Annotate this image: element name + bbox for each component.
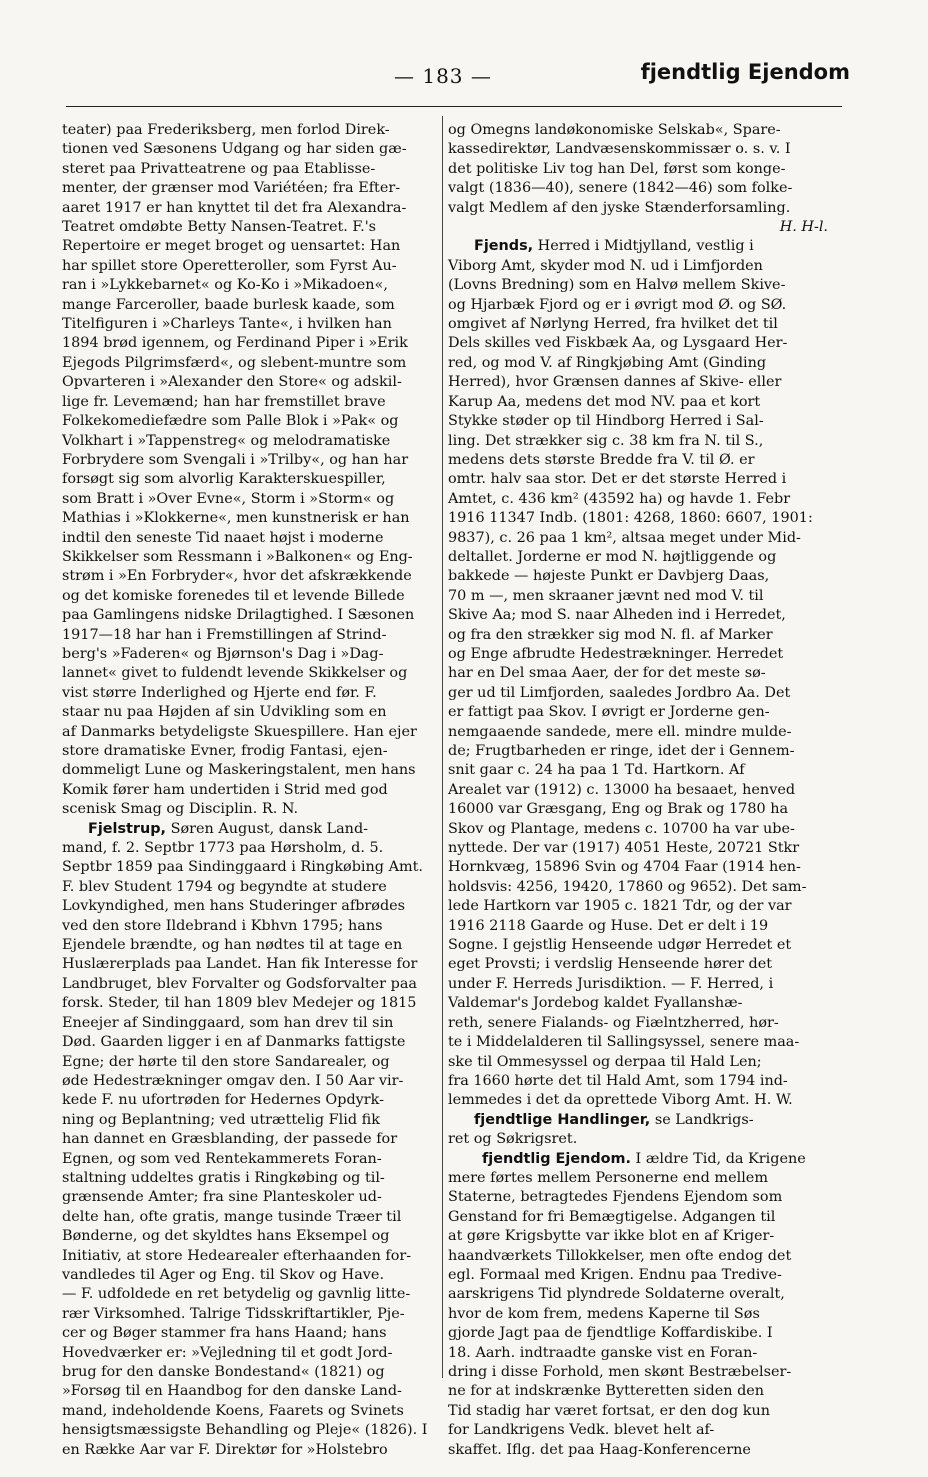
text-line	[62, 684, 440, 703]
text-line	[62, 1402, 440, 1421]
line-text: Arealet var (1912) c. 13000 ha besaaet, henved	[448, 781, 796, 798]
line-text: hensigtsmæssigste Behandling og Pleje« (1826). I	[62, 1422, 428, 1439]
line-text: reth, senere Fialands- og Fiælntzherred, hør-	[448, 1014, 779, 1031]
text-line	[62, 1305, 440, 1324]
text-line	[448, 1208, 828, 1227]
text-line	[62, 664, 440, 683]
entry-headword: fjendtlige Handlinger,	[474, 1111, 651, 1128]
text-line	[448, 897, 828, 916]
right-column	[448, 121, 828, 1460]
line-text: dommeligt Lune og Maskeringstalent, men hans	[62, 762, 416, 779]
text-line	[62, 1072, 440, 1091]
text-line	[448, 257, 828, 276]
line-text: forsk. Steder, til han 1809 blev Medejer og 1815	[62, 995, 417, 1012]
text-line	[62, 121, 440, 140]
text-line	[448, 1363, 828, 1382]
text-line	[62, 199, 440, 218]
text-line	[448, 276, 828, 295]
line-text: strøm i »En Forbryder«, hvor det afskrækkende	[62, 568, 412, 585]
line-text: ger ud til Limfjorden, saaledes Jordbro Aa. Det	[448, 684, 791, 701]
line-text: han dannet en Græsblanding, der passede for	[62, 1131, 398, 1148]
text-line	[448, 703, 828, 722]
text-line	[448, 1227, 828, 1246]
text-line	[62, 218, 440, 237]
line-text: Stykke støder op til Hindborg Herred i Sal-	[448, 413, 764, 430]
text-line	[62, 606, 440, 625]
line-text: fra 1660 hørte det til Hald Amt, som 1794 ind-	[448, 1072, 788, 1089]
column-divider	[442, 116, 443, 1378]
line-text: cer og Bøger stammer fra hans Haand; hans	[62, 1325, 387, 1342]
line-text: 9837), c. 26 paa 1 km², altsaa meget under Mid-	[448, 529, 801, 546]
line-text: Skive Aa; mod S. naar Alheden ind i Herredet,	[448, 607, 786, 624]
line-text: deltallet. Jorderne er mod N. højtliggende og	[448, 548, 777, 565]
text-line	[448, 1402, 828, 1421]
text-line	[62, 820, 440, 839]
line-text: H. H-l.	[779, 219, 828, 236]
text-line	[448, 529, 828, 548]
line-text: 1894 brød igennem, og Ferdinand Piper i »Erik	[62, 335, 408, 352]
line-text: menter, der grænser mod Variétéen; fra Efter-	[62, 180, 401, 197]
line-text: ling. Det strækker sig c. 38 km fra N. til S.,	[448, 432, 764, 449]
text-line	[62, 412, 440, 431]
text-line	[448, 432, 828, 451]
line-text: af Danmarks betydeligste Skuespillere. Han ejer	[62, 723, 417, 740]
text-line	[448, 1382, 828, 1401]
line-text: Folkekomediefædre som Palle Blok i »Pak« og	[62, 413, 399, 430]
line-text: Ejendele brændte, og han nødtes til at tage en	[62, 937, 403, 954]
line-text: Teatret omdøbte Betty Nansen-Teatret. F.'s	[62, 219, 377, 236]
line-text: medens dets største Bredde fra V. til Ø. er	[448, 451, 755, 468]
line-text: te i Middelalderen til Sallingsyssel, senere maa-	[448, 1034, 800, 1051]
line-text: Mathias i »Klokkerne«, men kunstnerisk er han	[62, 510, 410, 527]
line-text: Titelfiguren i »Charleys Tante«, i hvilken han	[62, 316, 392, 333]
line-text: er fattigt paa Skov. I øvrigt er Jorderne gen-	[448, 704, 770, 721]
text-line	[62, 1266, 440, 1285]
line-text: ved den store Ildebrand i Kbhvn 1795; hans	[62, 917, 383, 934]
entry-headword: fjendtlig Ejendom.	[482, 1150, 631, 1167]
text-line	[62, 276, 440, 295]
entry-headword: Fjends,	[474, 238, 534, 255]
line-text: det politiske Liv tog han Del, først som konge-	[448, 160, 786, 177]
text-line	[448, 1169, 828, 1188]
text-line	[62, 451, 440, 470]
line-text: 18. Aarh. indtraadte ganske vist en Foran-	[448, 1344, 758, 1361]
line-text: (Lovns Bredning) som en Halvø mellem Skive-	[448, 277, 786, 294]
line-text: forsøgt sig som alvorlig Karakterskuespiller,	[62, 471, 386, 488]
text-line	[448, 179, 828, 198]
line-text: og Hjarbæk Fjord og er i øvrigt mod Ø. og SØ.	[448, 296, 787, 313]
text-line	[448, 606, 828, 625]
text-line	[448, 315, 828, 334]
line-text: eget Provsti; i verdslig Henseende hører det	[448, 956, 773, 973]
line-text: Herred), hvor Grænsen dannes af Skive- eller	[448, 374, 782, 391]
text-line	[62, 237, 440, 256]
line-text: valgt Medlem af den jyske Stænderforsamling.	[448, 199, 791, 216]
line-text: Karup Aa, medens det mod NV. paa et kort	[448, 393, 761, 410]
line-text: omtr. halv saa stor. Det er det største Herred i	[448, 471, 787, 488]
line-text: berg's »Faderen« og Bjørnson's Dag i »Dag-	[62, 645, 384, 662]
line-text: ret og Søkrigsret.	[448, 1131, 578, 1148]
line-text: Dels skilles ved Fiskbæk Aa, og Lysgaard Her-	[448, 335, 788, 352]
text-line	[62, 761, 440, 780]
line-text: Volkhart i »Tappenstreg« og melodramatiske	[62, 432, 391, 449]
text-line	[448, 626, 828, 645]
line-text: omgivet af Nørlyng Herred, fra hvilket det til	[448, 316, 778, 333]
text-line	[448, 1091, 828, 1110]
line-text: lede Hartkorn var 1905 c. 1821 Tdr, og der var	[448, 898, 792, 915]
text-line	[62, 1285, 440, 1304]
text-line	[62, 1421, 440, 1440]
line-text: ran i »Lykkebarnet« og Ko-Ko i »Mikadoen«,	[62, 277, 388, 294]
text-line	[448, 412, 828, 431]
entry-headword: Fjelstrup,	[88, 820, 167, 837]
line-text: Bønderne, og det skyldtes hans Eksempel og	[62, 1228, 390, 1245]
line-text: vandledes til Ager og Eng. til Skov og Have.	[62, 1266, 385, 1283]
text-line	[448, 800, 828, 819]
text-line	[62, 800, 440, 819]
line-text: Egnen, og som ved Rentekammerets Foran-	[62, 1150, 382, 1167]
line-text: har en Del smaa Aaer, der for det meste sø-	[448, 665, 766, 682]
text-line	[448, 1344, 828, 1363]
text-line	[448, 820, 828, 839]
line-text: lannet« givet to fuldendt levende Skikkelser og	[62, 665, 408, 682]
line-text: rær Virksomhed. Talrige Tidsskriftartikler, Pje-	[62, 1305, 405, 1322]
line-text: mere førtes mellem Personerne end mellem	[448, 1169, 768, 1186]
text-line	[62, 315, 440, 334]
text-line	[62, 1053, 440, 1072]
line-text: vist større Inderlighed og Hjerte end før. F.	[62, 684, 377, 701]
line-text: 1917—18 har han i Fremstillingen af Strind-	[62, 626, 387, 643]
line-text: bakkede — højeste Punkt er Davbjerg Daas,	[448, 568, 770, 585]
line-text: kassedirektør, Landvæsenskommissær o. s. v. I	[448, 141, 791, 158]
text-line	[62, 1441, 440, 1460]
line-text: aarskrigens Tid plyndrede Soldaterne overalt,	[448, 1286, 785, 1303]
text-line	[448, 393, 828, 412]
text-line	[448, 858, 828, 877]
text-line	[62, 1033, 440, 1052]
text-line	[62, 490, 440, 509]
text-line	[62, 529, 440, 548]
line-text: F. blev Student 1794 og begyndte at studere	[62, 878, 387, 895]
text-line	[62, 1363, 440, 1382]
line-text: og Omegns landøkonomiske Selskab«, Spare-	[448, 122, 781, 138]
text-line	[62, 703, 440, 722]
line-text: ning og Beplantning; ved utrættelig Flid fik	[62, 1111, 380, 1128]
text-line	[62, 878, 440, 897]
text-line	[448, 742, 828, 761]
line-text: Eneejer af Sindinggaard, som han drev til sin	[62, 1014, 394, 1031]
line-text: Opvarteren i »Alexander den Store« og adskil-	[62, 374, 402, 391]
line-text: 1916 11347 Indb. (1801: 4268, 1860: 6607, 1901:	[448, 510, 813, 527]
text-line	[448, 1441, 828, 1460]
line-text: holdsvis: 4256, 19420, 17860 og 9652). Det sam-	[448, 878, 807, 895]
line-text: Søren August, dansk Land-	[166, 820, 369, 837]
text-line	[448, 1188, 828, 1207]
text-line	[448, 470, 828, 489]
text-line	[62, 1169, 440, 1188]
text-line	[448, 1247, 828, 1266]
text-line	[448, 1266, 828, 1285]
text-line	[448, 451, 828, 470]
text-line	[448, 878, 828, 897]
text-line	[448, 1014, 828, 1033]
line-text: en Række Aar var F. Direktør for »Holstebro	[62, 1441, 388, 1458]
text-line	[448, 761, 828, 780]
text-line	[448, 684, 828, 703]
line-text: skaffet. Iflg. det paa Haag-Konferencerne	[448, 1441, 751, 1458]
text-line	[448, 140, 828, 159]
line-text: Viborg Amt, skyder mod N. ud i Limfjorden	[448, 257, 763, 274]
line-text: Septbr 1859 paa Sindinggaard i Ringkøbing Amt.	[62, 859, 423, 876]
text-line	[448, 373, 828, 392]
line-text: kede F. nu ufortrøden for Hedernes Opdyrk-	[62, 1092, 384, 1109]
line-text: som Bratt i »Over Evne«, Storm i »Storm« og	[62, 490, 395, 507]
text-line	[448, 1130, 828, 1149]
text-line	[62, 140, 440, 159]
text-line	[448, 237, 828, 256]
text-line	[62, 1111, 440, 1130]
text-line	[448, 354, 828, 373]
line-text: ne for at indskrænke Bytteretten siden den	[448, 1383, 765, 1400]
line-text: Initiativ, at store Hedearealer efterhaanden for-	[62, 1247, 412, 1264]
line-text: indtil den seneste Tid naaet højst i moderne	[62, 529, 384, 546]
line-text: har spillet store Operetteroller, som Fyrst Au-	[62, 257, 397, 274]
text-line	[448, 567, 828, 586]
line-text: Valdemar's Jordebog kaldet Fyallanshæ-	[448, 995, 743, 1012]
line-text: Egne; der hørte til den store Sandarealer, og	[62, 1053, 390, 1070]
text-line	[448, 1421, 828, 1440]
text-line	[62, 1382, 440, 1401]
text-line	[448, 160, 828, 179]
line-text: Skikkelser som Ressmann i »Balkonen« og Eng-	[62, 548, 413, 565]
text-line	[62, 257, 440, 276]
line-text: Komik fører ham undertiden i Strid med god	[62, 781, 388, 798]
text-line	[62, 1188, 440, 1207]
line-text: 70 m —, men skraaner jævnt ned mod V. til	[448, 587, 764, 604]
line-text: Staterne, betragtedes Fjendens Ejendom som	[448, 1189, 783, 1206]
line-text: teater) paa Frederiksberg, men forlod Direk-	[62, 122, 390, 138]
text-line	[448, 587, 828, 606]
line-text: red, og mod V. af Ringkjøbing Amt (Ginding	[448, 354, 767, 371]
line-text: Huslærerplads paa Landet. Han fik Interesse for	[62, 956, 418, 973]
line-text: og Enge afbrudte Hedestrækninger. Herredet	[448, 645, 784, 662]
text-line	[62, 354, 440, 373]
line-text: Sogne. I gejstlig Henseende udgør Herredet et	[448, 937, 792, 954]
text-line	[62, 742, 440, 761]
line-text: at gøre Krigsbytte var ikke blot en af Kriger-	[448, 1228, 775, 1245]
line-text: dring i disse Forhold, men skønt Bestræbelser-	[448, 1364, 792, 1380]
line-text: staltning uddeltes gratis i Ringkøbing og til-	[62, 1169, 385, 1186]
line-text: haandværkets Tillokkelser, men ofte endog det	[448, 1247, 792, 1264]
text-line	[448, 664, 828, 683]
line-text: nemgaaende sandede, mere ell. mindre mulde-	[448, 723, 792, 740]
text-line	[62, 509, 440, 528]
text-line	[448, 490, 828, 509]
text-line	[448, 994, 828, 1013]
line-text: staar nu paa Højden af sin Udvikling som en	[62, 704, 387, 721]
text-line	[448, 1305, 828, 1324]
text-line	[62, 645, 440, 664]
line-text: brug for den danske Bondestand« (1821) og	[62, 1364, 385, 1380]
running-head: fjendtlig Ejendom	[640, 60, 850, 84]
line-text: egl. Formaal med Krigen. Endnu paa Tredive-	[448, 1266, 782, 1283]
text-line	[62, 1324, 440, 1343]
text-line	[448, 121, 828, 140]
text-line	[448, 1324, 828, 1343]
line-text: lige fr. Levemænd; han har fremstillet brave	[62, 393, 386, 410]
line-text: steret paa Privatteatrene og paa Etablisse-	[62, 160, 376, 177]
text-line	[62, 179, 440, 198]
text-line	[448, 723, 828, 742]
text-line	[448, 218, 828, 237]
line-text: lemmedes i det da oprettede Viborg Amt. H. W.	[448, 1092, 793, 1109]
line-text: Repertoire er meget broget og uensartet: Han	[62, 238, 401, 255]
text-line	[62, 626, 440, 645]
text-line	[62, 393, 440, 412]
line-text: Amtet, c. 436 km² (43592 ha) og havde 1. Febr	[448, 490, 791, 507]
line-text: Herred i Midtjylland, vestlig i	[533, 238, 754, 255]
text-line	[62, 548, 440, 567]
line-text: øde Hedestrækninger omgav den. I 50 Aar vir-	[62, 1072, 404, 1089]
line-text: Hornkvæg, 15896 Svin og 4704 Faar (1914 hen-	[448, 859, 801, 876]
line-text: — F. udfoldede en ret betydelig og gavnlig litte-	[62, 1286, 411, 1303]
line-text: Landbruget, blev Forvalter og Godsforvalter paa	[62, 975, 417, 992]
line-text: grænsende Amter; fra sine Planteskoler ud-	[62, 1189, 382, 1206]
text-line	[62, 1227, 440, 1246]
text-line	[62, 567, 440, 586]
line-text: mand, indeholdende Koens, Faarets og Svinets	[62, 1402, 404, 1419]
line-text: for Landkrigens Vedk. blevet helt af-	[448, 1422, 715, 1439]
left-column	[62, 121, 440, 1460]
line-text: ske til Ommesyssel og derpaa til Hald Len;	[448, 1053, 762, 1070]
line-text: gjorde Jagt paa de fjendtlige Koffardiskibe. I	[448, 1325, 773, 1342]
text-line	[448, 839, 828, 858]
line-text: og det komiske forenedes til et levende Billede	[62, 587, 405, 604]
line-text: valgt (1836—40), senere (1842—46) som folke-	[448, 180, 793, 197]
line-text: paa Gamlingens nidske Drilagtighed. I Sæsonen	[62, 607, 415, 624]
text-line	[448, 917, 828, 936]
line-text: de; Frugtbarheden er ringe, idet der i Gennem-	[448, 743, 795, 759]
text-line	[62, 1247, 440, 1266]
line-text: nyttede. Der var (1917) 4051 Heste, 20721 Stkr	[448, 840, 800, 857]
text-line	[62, 723, 440, 742]
text-line	[62, 936, 440, 955]
line-text: Tid stadig har været fortsat, er den dog kun	[448, 1402, 771, 1419]
text-line	[448, 1072, 828, 1091]
page-number: — 183 —	[394, 64, 492, 88]
text-line	[62, 994, 440, 1013]
line-text: 16000 var Græsgang, Eng og Brak og 1780 ha	[448, 801, 789, 818]
text-line	[448, 645, 828, 664]
text-line	[62, 1150, 440, 1169]
text-line	[448, 509, 828, 528]
text-line	[62, 470, 440, 489]
text-line	[62, 373, 440, 392]
text-line	[448, 1111, 828, 1130]
text-line	[62, 975, 440, 994]
text-line	[62, 1208, 440, 1227]
line-text: I ældre Tid, da Krigene	[630, 1150, 806, 1167]
text-line	[62, 917, 440, 936]
text-line	[448, 1285, 828, 1304]
line-text: delte han, ofte gratis, mange tusinde Træer til	[62, 1208, 402, 1225]
page-header	[60, 58, 888, 98]
text-line	[448, 781, 828, 800]
line-text: Hovedværker er: »Vejledning til et godt Jord-	[62, 1344, 393, 1361]
text-line	[448, 1053, 828, 1072]
line-text: Lovkyndighed, men hans Studeringer afbrødes	[62, 898, 406, 915]
line-text: under F. Herreds Jurisdiktion. — F. Herred, i	[448, 975, 774, 992]
line-text: Genstand for fri Bemægtigelse. Adgangen til	[448, 1208, 776, 1225]
text-line	[448, 548, 828, 567]
text-line	[448, 334, 828, 353]
text-line	[62, 1091, 440, 1110]
text-line	[62, 839, 440, 858]
text-line	[62, 160, 440, 179]
text-line	[62, 858, 440, 877]
line-text: mand, f. 2. Septbr 1773 paa Hørsholm, d. 5.	[62, 840, 384, 857]
line-text: aaret 1917 er han knyttet til det fra Alexandra-	[62, 199, 407, 216]
line-text: og fra den strækker sig mod N. fl. af Marker	[448, 626, 773, 643]
text-line	[62, 432, 440, 451]
text-line	[62, 1014, 440, 1033]
line-text: Ejegods Pilgrimsfærd«, og slebent-muntre som	[62, 354, 407, 371]
line-text: snit gaar c. 24 ha paa 1 Td. Hartkorn. Af	[448, 762, 745, 779]
line-text: Død. Gaarden ligger i en af Danmarks fattigste	[62, 1034, 406, 1051]
text-line	[62, 955, 440, 974]
text-line	[448, 955, 828, 974]
line-text: 1916 2118 Gaarde og Huse. Det er delt i 19	[448, 917, 769, 934]
text-line	[62, 296, 440, 315]
line-text: »Forsøg til en Haandbog for den danske Land-	[62, 1383, 402, 1400]
header-rule	[66, 106, 842, 107]
line-text: tionen ved Sæsonens Udgang og har siden gæ-	[62, 141, 407, 158]
text-line	[62, 587, 440, 606]
text-line	[448, 1150, 828, 1169]
text-line	[448, 936, 828, 955]
line-text: se Landkrigs-	[650, 1111, 754, 1128]
line-text: scenisk Smag og Disciplin. R. N.	[62, 801, 299, 818]
text-line	[448, 975, 828, 994]
text-line	[62, 897, 440, 916]
text-line	[448, 199, 828, 218]
text-line	[62, 334, 440, 353]
text-line	[448, 296, 828, 315]
line-text: Skov og Plantage, medens c. 10700 ha var ube-	[448, 820, 795, 837]
text-line	[62, 1344, 440, 1363]
line-text: mange Farceroller, baade burlesk kaade, som	[62, 296, 395, 313]
text-line	[448, 1033, 828, 1052]
line-text: Forbrydere som Svengali i »Trilby«, og han har	[62, 451, 409, 468]
line-text: hvor de kom frem, medens Kaperne til Søs	[448, 1305, 760, 1322]
text-line	[62, 781, 440, 800]
text-line	[62, 1130, 440, 1149]
line-text: store dramatiske Evner, frodig Fantasi, ejen-	[62, 743, 388, 759]
